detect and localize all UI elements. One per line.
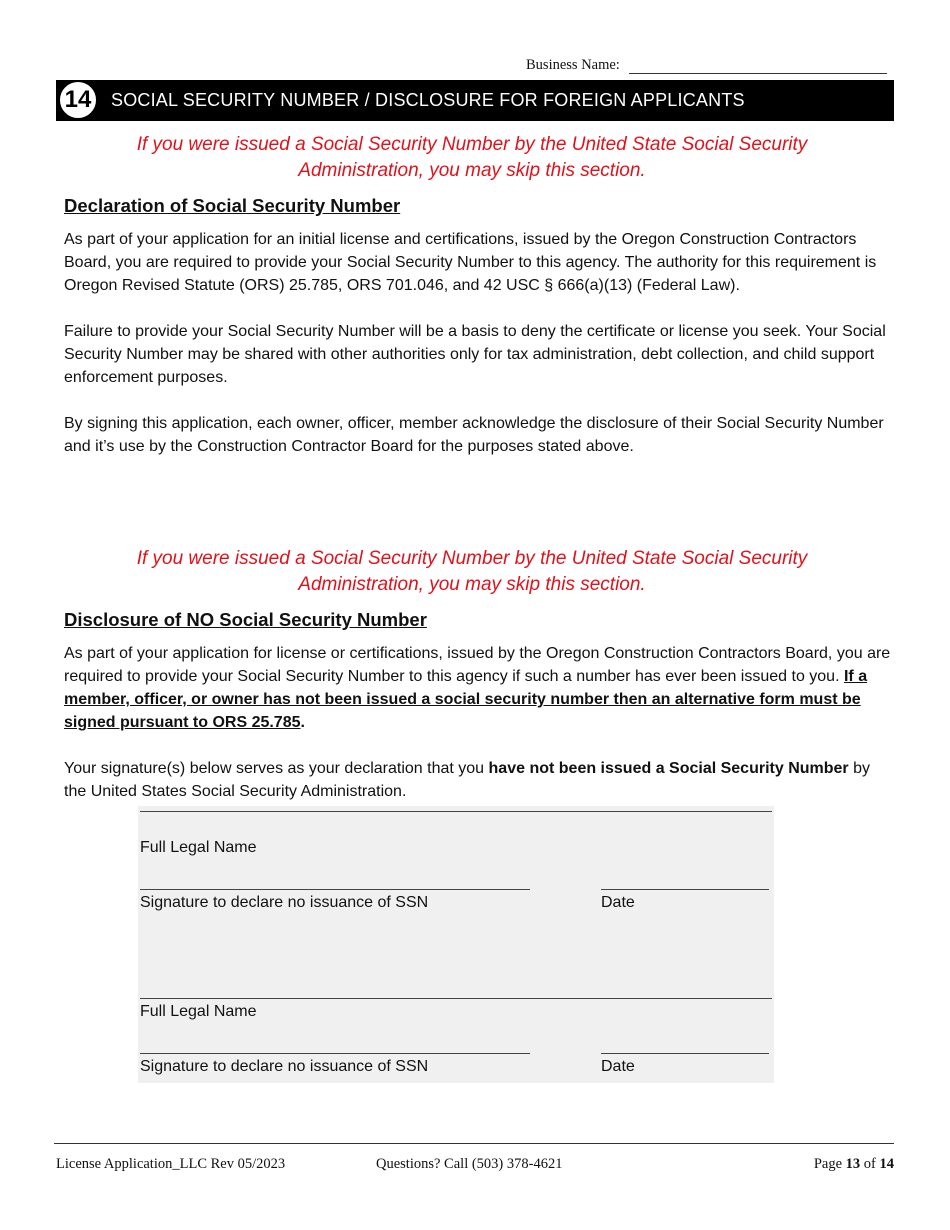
signature-label-1: Signature to declare no issuance of SSN: [140, 894, 429, 911]
footer-form-id: License Application_LLC Rev 05/2023: [56, 1156, 286, 1172]
section-title: SOCIAL SECURITY NUMBER / DISCLOSURE FOR FOREIGN APPLICANTS: [111, 90, 745, 110]
business-name-label: Business Name:: [526, 57, 620, 73]
skip-notice-2-line1: If you were issued a Social Security Number by the United State Social Security: [136, 548, 808, 569]
declaration-paragraph-3: By signing this application, each owner, officer, member acknowledge the disclosure of their Social Security Number and it’s use by the Construction Contractor Board for the purposes stated above.: [64, 415, 884, 455]
signature-field-1[interactable]: [140, 889, 530, 890]
footer-page-total: 14: [879, 1156, 894, 1172]
full-legal-name-label-1: Full Legal Name: [140, 839, 257, 856]
signature-field-2[interactable]: [140, 1053, 530, 1054]
footer-questions: Questions? Call (503) 378-4621: [376, 1156, 563, 1172]
declaration-paragraph-2: Failure to provide your Social Security Number will be a basis to deny the certificate or license you seek. Your Social Security Number may be shared with other authorities only for tax administration, debt collection, and child support enforcement purposes.: [64, 323, 886, 386]
disclosure-p2-text: Your signature(s) below serves as your declaration that you: [64, 760, 489, 777]
footer-page-number: [780, 1156, 894, 1173]
skip-notice-2-line2: Administration, you may skip this section.: [298, 574, 646, 595]
skip-notice-line1: If you were issued a Social Security Number by the United State Social Security: [136, 134, 808, 155]
business-name-field[interactable]: [629, 73, 887, 74]
signature-label-2: Signature to declare no issuance of SSN: [140, 1058, 429, 1075]
full-legal-name-label-2: Full Legal Name: [140, 1003, 257, 1020]
declaration-body: [64, 228, 894, 458]
full-legal-name-field-1[interactable]: [140, 811, 772, 812]
skip-notice-2: [60, 546, 884, 598]
full-legal-name-field-2[interactable]: [140, 998, 772, 999]
declaration-paragraph-1: As part of your application for an initial license and certifications, issued by the Oregon Construction Contractors Board, you are required to provide your Social Security Number to this agency. The authority for this requirement is Oregon Revised Statute (ORS) 25.785, ORS 701.046, and 42 USC § 666(a)(13) (Federal Law).: [64, 231, 877, 294]
disclosure-paragraph-2: [64, 757, 894, 803]
disclosure-p1-period: .: [300, 714, 305, 731]
footer-page-of: of: [863, 1156, 876, 1172]
date-field-2[interactable]: [601, 1053, 769, 1054]
skip-notice: [60, 132, 884, 184]
disclosure-body: [64, 642, 894, 803]
footer-page-current: 13: [845, 1156, 861, 1172]
footer-page-label: Page: [813, 1156, 843, 1172]
footer-divider: [54, 1143, 894, 1144]
skip-notice-line2: Administration, you may skip this section.: [298, 160, 646, 181]
declaration-heading: Declaration of Social Security Number: [64, 195, 401, 216]
section-number-badge: 14: [58, 80, 98, 120]
disclosure-heading: Disclosure of NO Social Security Number: [64, 609, 427, 630]
date-field-1[interactable]: [601, 889, 769, 890]
disclosure-paragraph-1: [64, 642, 894, 734]
disclosure-p1-text: As part of your application for license or certifications, issued by the Oregon Construction Contractors Board, you are required to provide your Social Security Number to this agency if such a number has ever been issued to you.: [64, 645, 891, 685]
disclosure-p2-emphasis: have not been issued a Social Security Number: [488, 760, 849, 777]
date-label-2: Date: [601, 1058, 635, 1075]
date-label-1: Date: [601, 894, 635, 911]
disclosure-p2-end: by the United States Social Security Administration.: [64, 760, 870, 800]
disclosure-p1-emphasis: If a member, officer, or owner has not been issued a social security number then an alternative form must be signed pursuant to ORS 25.785: [64, 668, 868, 731]
